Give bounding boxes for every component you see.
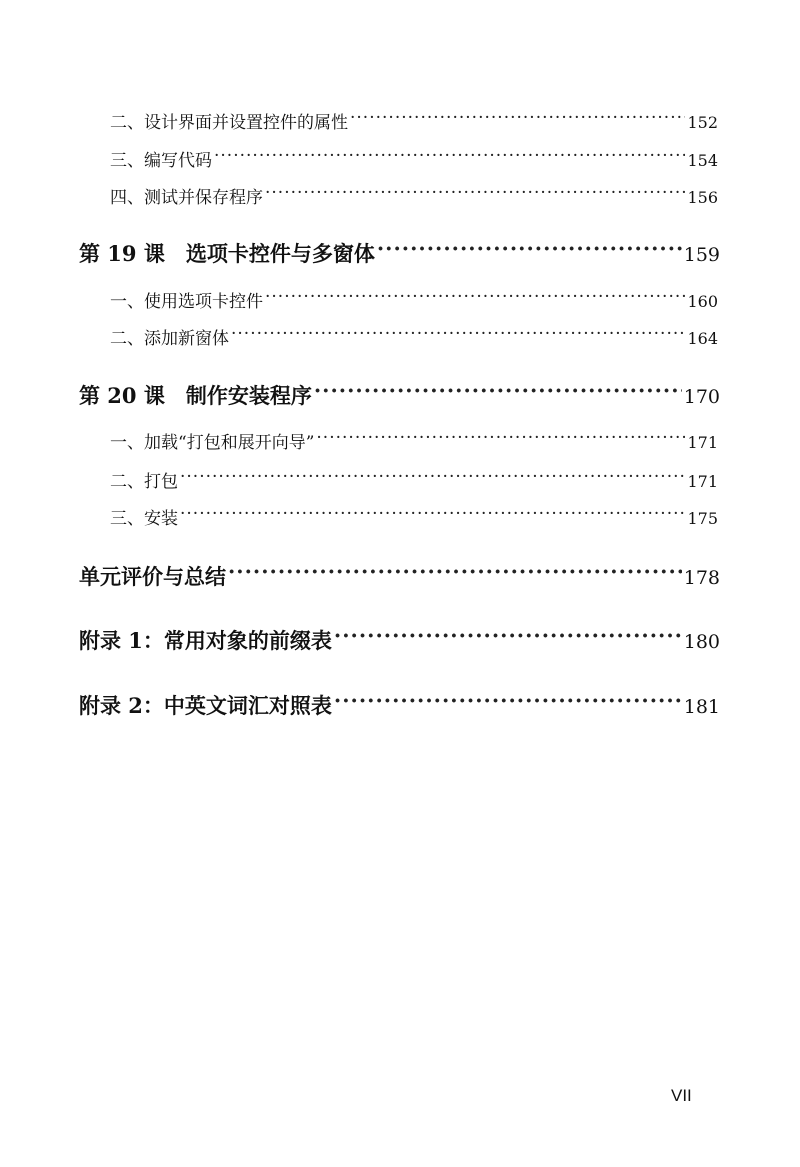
toc-chapter-page: 181 [683, 696, 720, 718]
toc-entry-title: 二、添加新窗体 [110, 329, 229, 349]
toc-entry [110, 287, 718, 312]
dot-leader [231, 327, 685, 344]
toc-chapter-title: 第 19 课 选项卡控件与多窗体 [79, 241, 375, 266]
toc-entry [110, 504, 718, 529]
toc-entry-page: 154 [687, 151, 718, 170]
dot-leader [334, 692, 682, 713]
toc-chapter-title: 第 20 课 制作安装程序 [79, 383, 312, 408]
dot-leader [265, 290, 685, 307]
toc-entry [110, 324, 718, 349]
dot-leader [228, 563, 682, 584]
dot-leader [334, 627, 682, 648]
toc-chapter-page: 178 [683, 567, 720, 589]
toc-entry [110, 467, 718, 492]
dot-leader [316, 431, 685, 448]
toc-chapter-page: 170 [683, 386, 720, 408]
dot-leader [314, 382, 682, 403]
toc-entry-page: 160 [687, 292, 718, 311]
toc-entry-title: 四、测试并保存程序 [110, 188, 263, 208]
dot-leader [180, 507, 685, 524]
toc-entry-page: 152 [687, 113, 718, 132]
toc-entry [110, 428, 718, 453]
toc-chapter-page: 159 [683, 244, 720, 266]
toc-entry-title: 一、加载“打包和展开向导” [110, 433, 315, 453]
toc-entry-page: 164 [687, 329, 718, 348]
toc-chapter-title: 单元评价与总结 [79, 564, 226, 589]
toc-entry-title: 二、打包 [110, 472, 178, 492]
dot-leader [265, 186, 685, 203]
toc-chapter-entry [79, 380, 720, 410]
toc-entry-page: 175 [687, 509, 718, 528]
toc-entry-page: 156 [687, 188, 718, 207]
toc-chapter-entry [79, 561, 720, 591]
dot-leader [350, 111, 685, 128]
toc-entry-page: 171 [687, 472, 718, 491]
page-number: VII [671, 1086, 692, 1105]
toc-entry [110, 183, 718, 208]
toc-chapter-title: 附录 1：常用对象的前缀表 [79, 628, 332, 653]
toc-chapter-title: 附录 2：中英文词汇对照表 [79, 693, 332, 718]
toc-entry [110, 108, 718, 133]
toc-entry-title: 三、编写代码 [110, 151, 212, 171]
toc-entry-title: 一、使用选项卡控件 [110, 292, 263, 312]
toc-entry [110, 146, 718, 171]
toc-chapter-entry [79, 238, 720, 268]
toc-entry-title: 二、设计界面并设置控件的属性 [110, 113, 348, 133]
dot-leader [180, 470, 685, 487]
toc-chapter-page: 180 [683, 631, 720, 653]
toc-chapter-entry [79, 625, 720, 655]
toc-chapter-entry [79, 690, 720, 720]
dot-leader [214, 149, 685, 166]
dot-leader [377, 240, 682, 261]
toc-entry-title: 三、安装 [110, 509, 178, 529]
toc-entry-page: 171 [687, 433, 718, 452]
